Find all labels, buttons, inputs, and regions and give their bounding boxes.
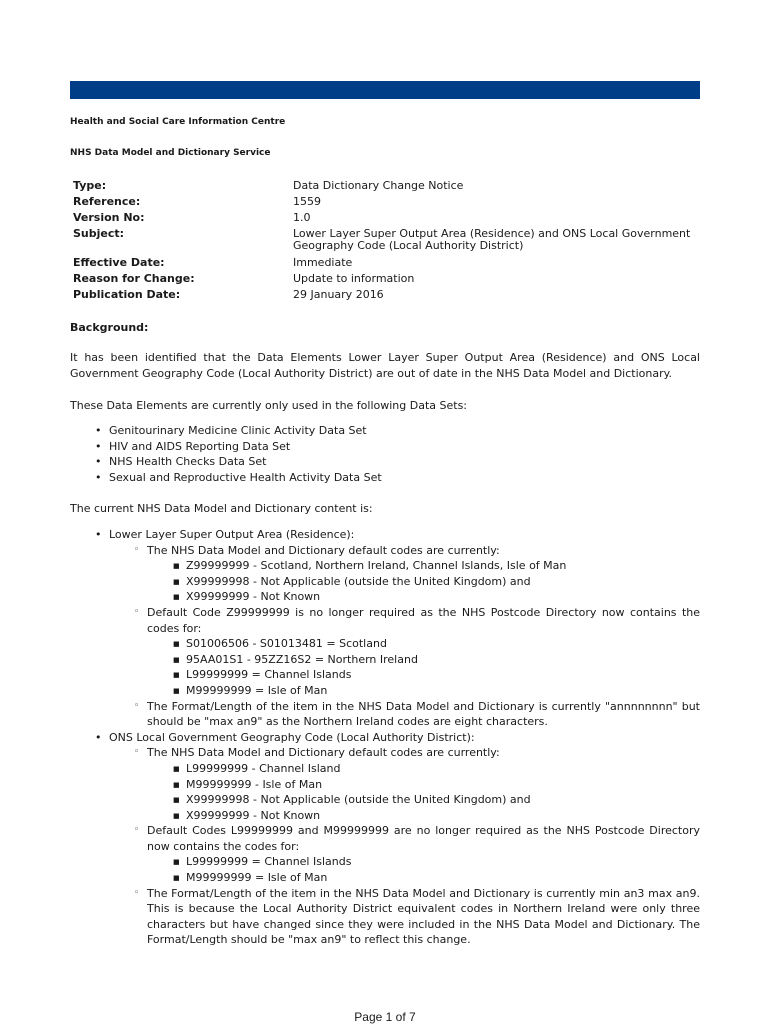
text: M99999999 - Isle of Man xyxy=(186,777,323,791)
meta-row-version xyxy=(73,210,700,226)
text: X99999998 - Not Applicable (outside the United Kingdom) and xyxy=(186,793,531,807)
metadata-table xyxy=(73,178,700,303)
list-item: ■ X99999999 - Not Known xyxy=(173,808,321,822)
lsoa-title: Lower Layer Super Output Area (Residence): xyxy=(109,528,355,541)
meta-row-effective-date xyxy=(73,255,700,271)
list-item: • NHS Health Checks Data Set xyxy=(70,454,700,470)
lsoa-item: • Lower Layer Super Output Area (Residence): xyxy=(95,528,355,541)
list-item: ■ X99999998 - Not Applicable (outside the United Kingdom) and xyxy=(173,574,531,588)
ons-default-intro: ◦ The NHS Data Model and Dictionary default codes are currently: xyxy=(134,746,500,760)
background-paragraph: It has been identified that the Data Elements Lower Layer Super Output Area (Residence) and ONS Local Government Geography Code (Local Authority District) are out of date in the NHS Data Model and Dictionary. xyxy=(70,351,700,380)
meta-value: 1.0 xyxy=(293,211,311,224)
text: X99999999 - Not Known xyxy=(186,590,321,604)
text: M99999999 = Isle of Man xyxy=(186,871,328,885)
list-item: • HIV and AIDS Reporting Data Set xyxy=(70,439,700,455)
text: Default Code Z99999999 is no longer required as the NHS Postcode Directory now contains the codes for: xyxy=(147,605,700,635)
meta-value: Immediate xyxy=(293,256,353,269)
page-number: Page 1 of 7 xyxy=(354,1010,416,1024)
current-content-intro: The current NHS Data Model and Dictionary content is: xyxy=(70,502,373,515)
list-item: ■ Z99999999 - Scotland, Northern Ireland, Channel Islands, Isle of Man xyxy=(173,559,567,573)
meta-key: Publication Date: xyxy=(73,288,181,301)
meta-key: Reason for Change: xyxy=(73,272,195,285)
lsoa-no-longer: ◦ Default Code Z99999999 is no longer required as the NHS Postcode Directory now contains the codes for: xyxy=(134,605,700,635)
meta-row-type xyxy=(73,178,700,194)
ons-title: ONS Local Government Geography Code (Local Authority District): xyxy=(109,730,475,744)
text: The Format/Length of the item in the NHS Data Model and Dictionary is currently "annnnnnnn" but should be "max an9" as the Northern Ireland codes are eight characters. xyxy=(147,699,700,729)
meta-value: Update to information xyxy=(293,272,415,285)
list-item: • Sexual and Reproductive Health Activity Data Set xyxy=(70,470,700,486)
header-banner xyxy=(70,81,700,99)
text: S01006506 - S01013481 = Scotland xyxy=(186,637,387,651)
meta-key: Effective Date: xyxy=(73,256,165,269)
list-item: ■ L99999999 - Channel Island xyxy=(173,761,341,775)
organisation-name: Health and Social Care Information Centre xyxy=(70,117,286,127)
text: 95AA01S1 - 95ZZ16S2 = Northern Ireland xyxy=(186,652,418,666)
background-heading: Background: xyxy=(70,321,149,334)
text: M99999999 = Isle of Man xyxy=(186,683,328,697)
lsoa-format: ◦ The Format/Length of the item in the NHS Data Model and Dictionary is currently "annnnnnnn" but should be "max an9" as the Northern Ireland codes are eight characters. xyxy=(134,699,700,729)
list-item: ■ X99999999 - Not Known xyxy=(173,590,321,604)
text: L99999999 = Channel Islands xyxy=(186,668,352,682)
text: X99999999 - Not Known xyxy=(186,808,321,822)
list-item: ■ S01006506 - S01013481 = Scotland xyxy=(173,637,387,651)
text: The NHS Data Model and Dictionary default codes are currently: xyxy=(147,746,500,760)
text: The Format/Length of the item in the NHS Data Model and Dictionary is currently min an3 max an9. This is because the Local Authority District equivalent codes in Northern Ireland were only three characters but have changed since they were included in the NHS Data Model and Dictionary. The Format/Length should be "max an9" to reflect this change. xyxy=(147,886,700,947)
ons-item: • ONS Local Government Geography Code (Local Authority District): xyxy=(95,730,475,744)
service-name: NHS Data Model and Dictionary Service xyxy=(70,148,271,158)
meta-key: Version No: xyxy=(73,211,145,224)
list-item: ■ L99999999 = Channel Islands xyxy=(173,855,352,869)
text: X99999998 - Not Applicable (outside the United Kingdom) and xyxy=(186,574,531,588)
list-item: ■ 95AA01S1 - 95ZZ16S2 = Northern Ireland xyxy=(173,652,418,666)
meta-row-subject xyxy=(73,226,700,252)
meta-key: Type: xyxy=(73,179,107,192)
list-item: • Genitourinary Medicine Clinic Activity Data Set xyxy=(70,423,700,439)
list-item: ■ L99999999 = Channel Islands xyxy=(173,668,352,682)
list-item: ■ M99999999 - Isle of Man xyxy=(173,777,323,791)
ons-no-longer: ◦ Default Codes L99999999 and M99999999 are no longer required as the NHS Postcode Directory now contains the codes for: xyxy=(134,824,700,853)
text: The NHS Data Model and Dictionary default codes are currently: xyxy=(147,543,500,557)
lsoa-default-intro: ◦ The NHS Data Model and Dictionary default codes are currently: xyxy=(134,543,500,557)
list-item: ■ X99999998 - Not Applicable (outside the United Kingdom) and xyxy=(173,793,531,807)
data-sets-list xyxy=(70,423,700,485)
meta-value: Data Dictionary Change Notice xyxy=(293,179,464,192)
meta-key: Reference: xyxy=(73,195,141,208)
text: L99999999 - Channel Island xyxy=(186,761,341,775)
text: L99999999 = Channel Islands xyxy=(186,855,352,869)
meta-row-publication-date xyxy=(73,287,700,303)
meta-row-reference xyxy=(73,194,700,210)
meta-value: 1559 xyxy=(293,195,321,208)
meta-value: 29 January 2016 xyxy=(293,288,384,301)
list-item: ■ M99999999 = Isle of Man xyxy=(173,871,328,885)
text: Z99999999 - Scotland, Northern Ireland, Channel Islands, Isle of Man xyxy=(186,559,567,573)
list-item: ■ M99999999 = Isle of Man xyxy=(173,683,328,697)
ons-format: ◦ The Format/Length of the item in the NHS Data Model and Dictionary is currently min an3 max an9. This is because the Local Authority District equivalent codes in Northern Ireland were only three characters but have changed since they were included in the NHS Data Model and Dictionary. The Format/Length should be "max an9" to reflect this change. xyxy=(134,886,700,947)
text: Default Codes L99999999 and M99999999 are no longer required as the NHS Postcode Directory now contains the codes for: xyxy=(147,824,700,853)
data-sets-intro: These Data Elements are currently only used in the following Data Sets: xyxy=(70,399,468,412)
meta-key: Subject: xyxy=(73,227,125,240)
content-outline xyxy=(70,527,700,948)
meta-value: Lower Layer Super Output Area (Residence) and ONS Local Government Geography Code (Local Authority District) xyxy=(293,227,691,252)
meta-row-reason xyxy=(73,271,700,287)
